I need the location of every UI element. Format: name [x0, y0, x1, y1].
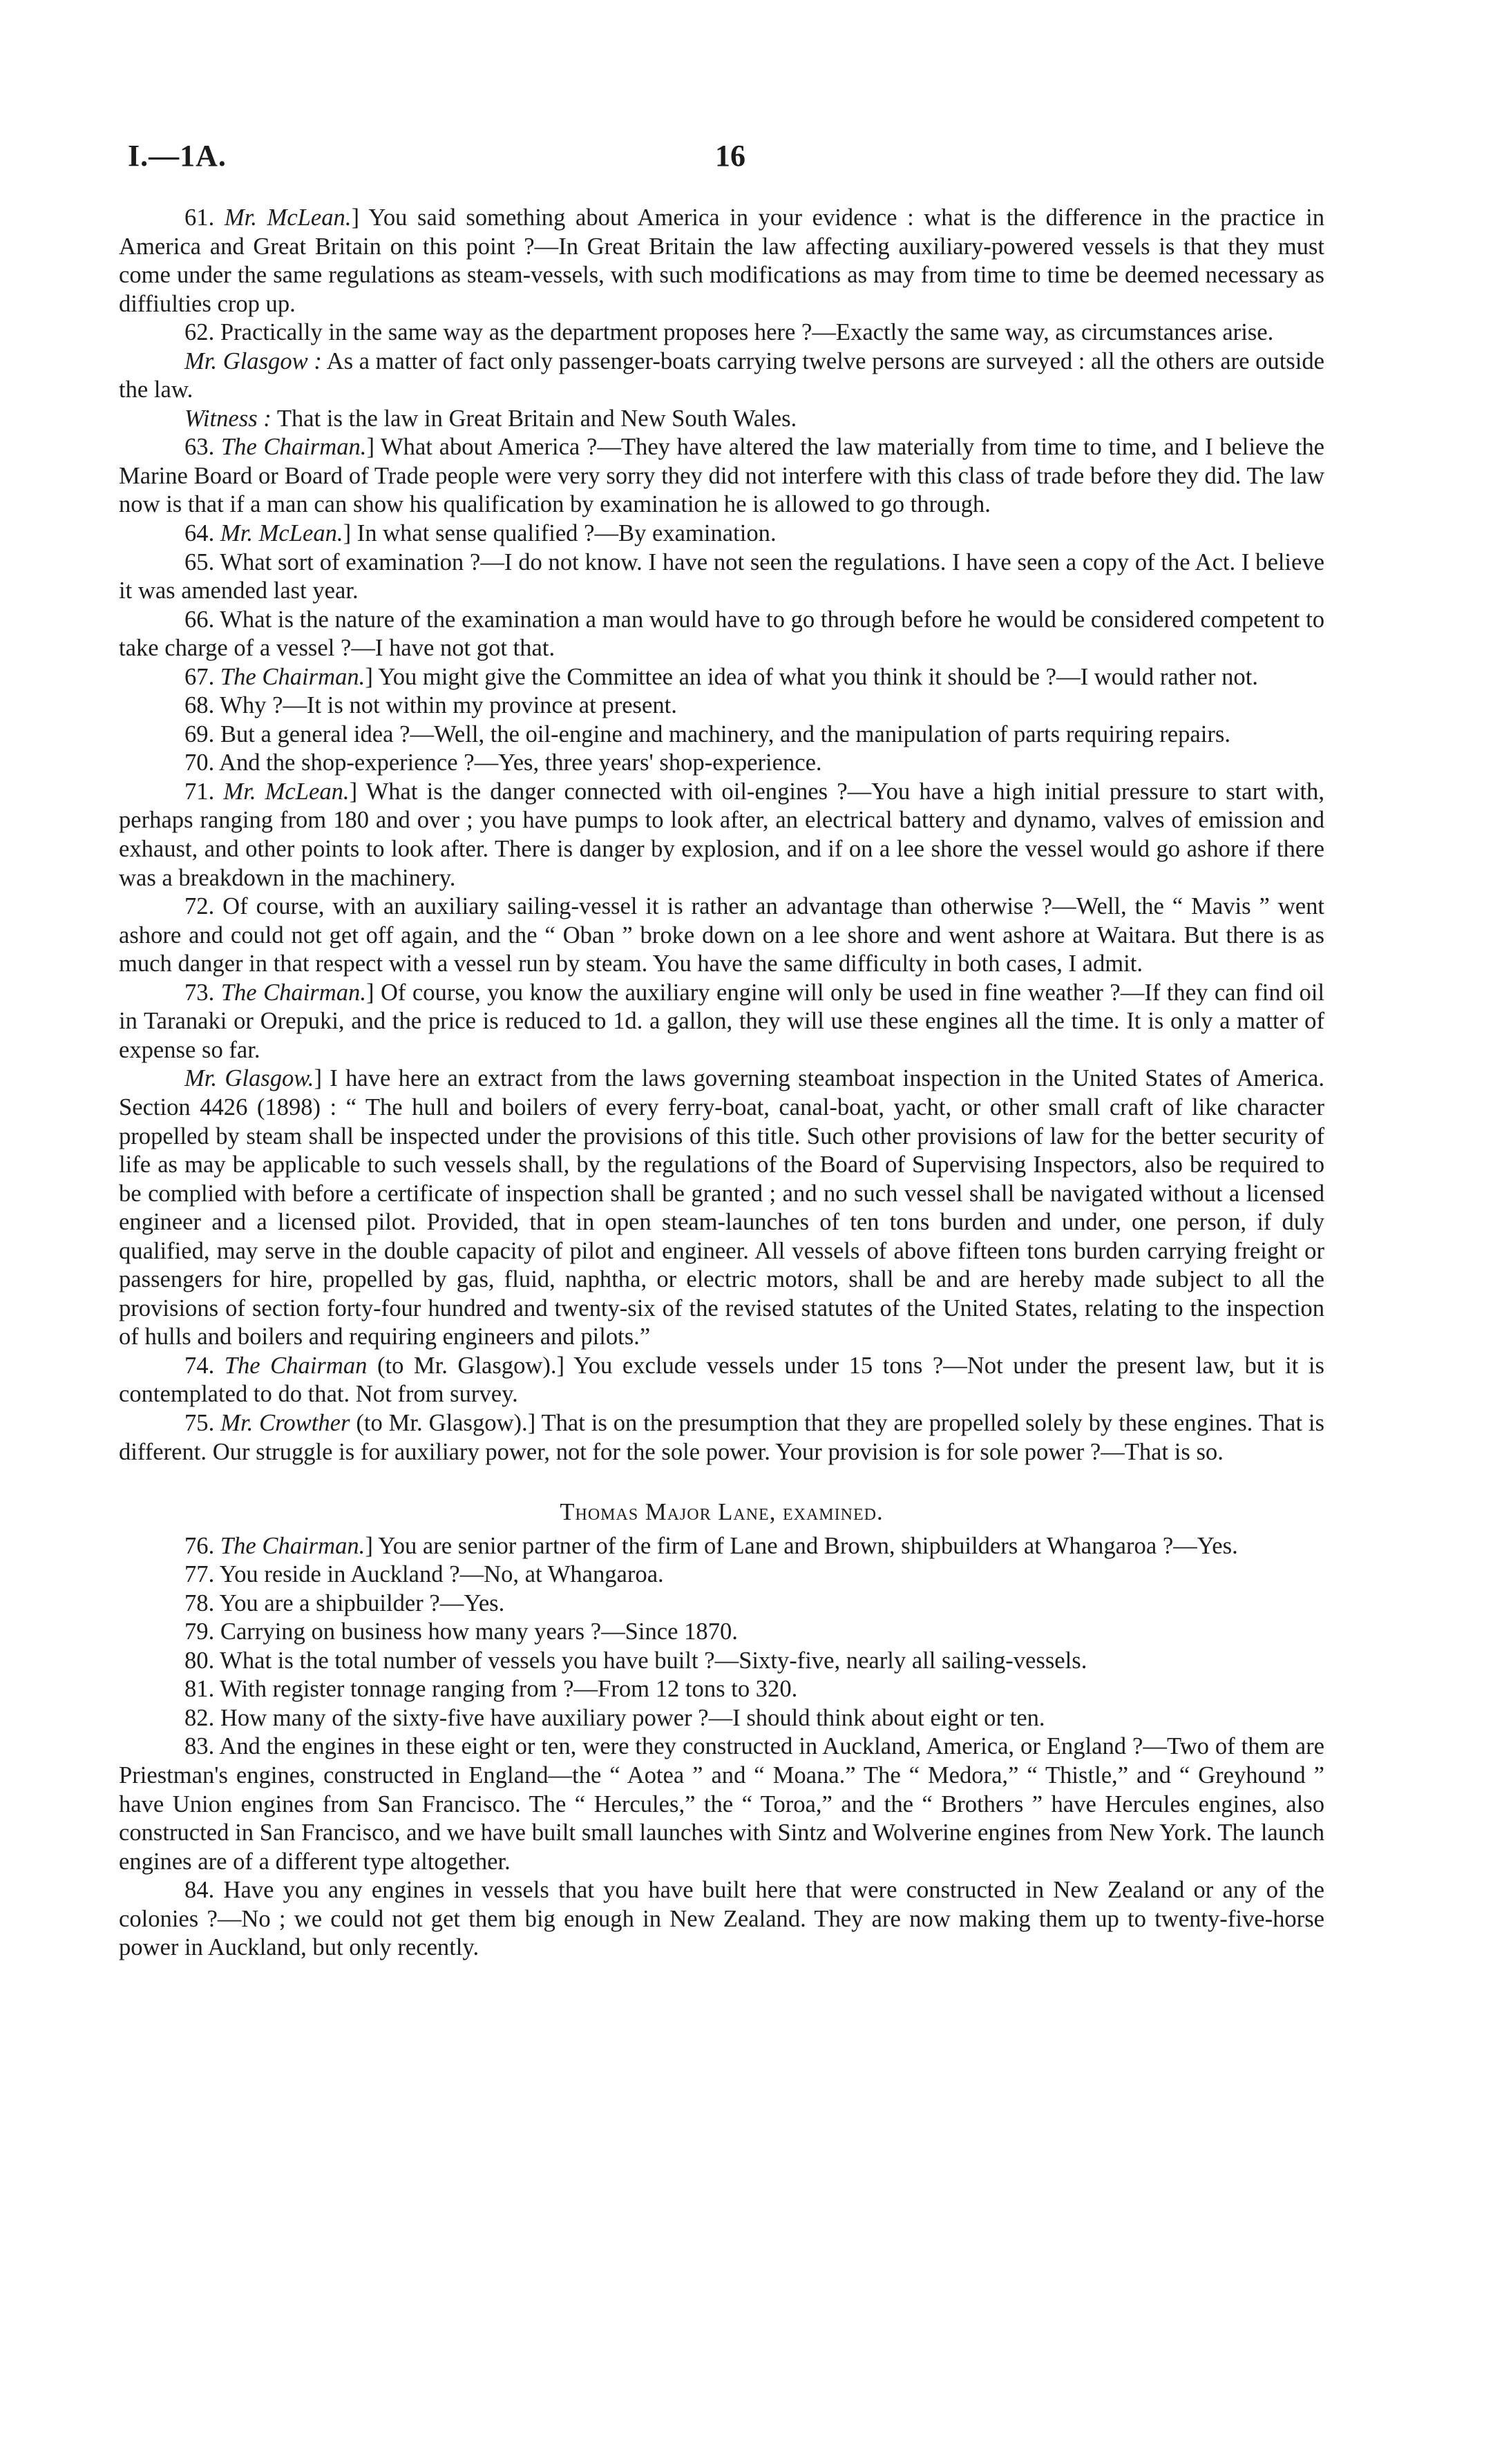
paragraph: 73. The Chairman.] Of course, you know the auxiliary engine will only be used in fine weather ?—If they can find oil in Taranaki or Orepuki, and the price is reduced to 1d. a gallon, they will use these engines all the time. It is only a matter of expense so far.: [119, 979, 1324, 1063]
paragraph: 82. How many of the sixty-five have auxiliary power ?—I should think about eight or ten.: [184, 1704, 1045, 1731]
paragraph: 76. The Chairman.] You are senior partner of the firm of Lane and Brown, shipbuilders at Whangaroa ?—Yes.: [184, 1532, 1238, 1559]
paragraph: 78. You are a shipbuilder ?—Yes.: [184, 1589, 505, 1616]
paragraph: 70. And the shop-experience ?—Yes, three years' shop-experience.: [184, 749, 822, 776]
paragraph: 67. The Chairman.] You might give the Committee an idea of what you think it should be ?—I would rather not.: [184, 663, 1258, 690]
paragraph: 64. Mr. McLean.] In what sense qualified ?—By examination.: [184, 520, 777, 547]
paragraph: 83. And the engines in these eight or ten, were they constructed in Auckland, America, or England ?—Two of them are Priestman's engines, constructed in England—the “ Aotea ” and “ Moana.” The “ Medora,” “ Thistle,” and “ Greyhound ” have Union engines from San Francisco. The “ Hercules,” the “ Toroa,” and the “ Brothers ” have Hercules engines, also constructed in San Francisco, and we have built small launches with Sintz and Wolverine engines from New York. The launch engines are of a different type altogether.: [119, 1733, 1324, 1875]
paragraph: 81. With register tonnage ranging from ?—From 12 tons to 320.: [184, 1676, 798, 1703]
document-reference: I.—1A.: [128, 139, 227, 173]
paragraph: Mr. Glasgow : As a matter of fact only passenger-boats carrying twelve persons are surveyed : all the others are outside the law.: [119, 347, 1324, 403]
paragraph: 77. You reside in Auckland ?—No, at Whangaroa.: [184, 1561, 664, 1588]
paragraph: 65. What sort of examination ?—I do not know. I have not seen the regulations. I have seen a copy of the Act. I believe it was amended last year.: [119, 548, 1324, 604]
paragraph: 74. The Chairman (to Mr. Glasgow).] You exclude vessels under 15 tons ?—Not under the present law, but it is contemplated to do that. Not from survey.: [119, 1352, 1324, 1408]
paragraph: 69. But a general idea ?—Well, the oil-engine and machinery, and the manipulation of parts requiring repairs.: [184, 720, 1230, 747]
paragraph: 80. What is the total number of vessels you have built ?—Sixty-five, nearly all sailing-vessels.: [184, 1647, 1087, 1674]
paragraph: 71. Mr. McLean.] What is the danger connected with oil-engines ?—You have a high initial pressure to start with, perhaps ranging from 180 and over ; you have pumps to look after, an electrical battery and dynamo, valves of emission and exhaust, and other points to look after. There is danger by explosion, and if on a lee shore the vessel would go ashore if there was a breakdown in the machinery.: [119, 778, 1324, 891]
page-number: 16: [715, 139, 745, 173]
paragraph: 61. Mr. McLean.] You said something about America in your evidence : what is the difference in the practice in America and Great Britain on this point ?—In Great Britain the law affecting auxiliary-powered vessels is that they must come under the same regulations as steam-vessels, with such modifications as may from time to time be deemed necessary as diffiulties crop up.: [119, 204, 1324, 317]
paragraph: 79. Carrying on business how many years ?—Since 1870.: [184, 1618, 738, 1645]
paragraph: Mr. Glasgow.] I have here an extract from the laws governing steamboat inspection in the United States of America. Section 4426 (1898) : “ The hull and boilers of every ferry-boat, canal-boat, yacht, or other small craft of like character propelled by steam shall be inspected under the provisions of this title. Such other provisions of law for the better security of life as may be applicable to such vessels shall, by the regulations of the Board of Supervising Inspectors, also be required to be complied with before a certificate of inspection shall be granted ; and no such vessel shall be navigated without a licensed engineer and a licensed pilot. Provided, that in open steam-launches of ten tons burden and under, one person, if duly qualified, may serve in the double capacity of pilot and engineer. All vessels of above fifteen tons burden carrying freight or passengers for hire, propelled by gas, fluid, naphtha, or electric motors, shall be and are hereby made subject to all the provisions of section forty-four hundred and twenty-six of the revised statutes of the United States, relating to the inspection of hulls and boilers and requiring engineers and pilots.”: [119, 1065, 1325, 1350]
paragraph: 66. What is the nature of the examination a man would have to go through before he would be considered competent to take charge of a vessel ?—I have not got that.: [119, 606, 1324, 662]
paragraph: 62. Practically in the same way as the department proposes here ?—Exactly the same way, as circumstances arise.: [184, 319, 1274, 346]
paragraph: 63. The Chairman.] What about America ?—They have altered the law materially from time to time, and I believe the Marine Board or Board of Trade people were very sorry they did not interfere with this class of trade before they did. The law now is that if a man can show his qualification by examination he is allowed to go through.: [119, 434, 1324, 518]
page-header: [128, 138, 1358, 180]
witness-heading: Thomas Major Lane, examined.: [560, 1499, 884, 1526]
paragraph: 72. Of course, with an auxiliary sailing-vessel it is rather an advantage than otherwise ?—Well, the “ Mavis ” went ashore and could not get off again, and the “ Oban ” broke down on a lee shore and went ashore at Waitara. But there is as much danger in that respect with a vessel run by steam. You have the same difficulty in both cases, I admit.: [119, 893, 1324, 977]
paragraph: 84. Have you any engines in vessels that you have built here that were constructed in New Zealand or any of the colonies ?—No ; we could not get them big enough in New Zealand. They are now making them up to twenty-five-horse power in Auckland, but only recently.: [119, 1877, 1324, 1961]
paragraph: Witness : That is the law in Great Britain and New South Wales.: [184, 405, 797, 432]
paragraph: 68. Why ?—It is not within my province at present.: [184, 692, 677, 719]
paragraph: 75. Mr. Crowther (to Mr. Glasgow).] That is on the presumption that they are propelled solely by these engines. That is different. Our struggle is for auxiliary power, not for the sole power. Your provision is for sole power ?—That is so.: [119, 1409, 1324, 1465]
document-body: [119, 204, 1324, 1962]
